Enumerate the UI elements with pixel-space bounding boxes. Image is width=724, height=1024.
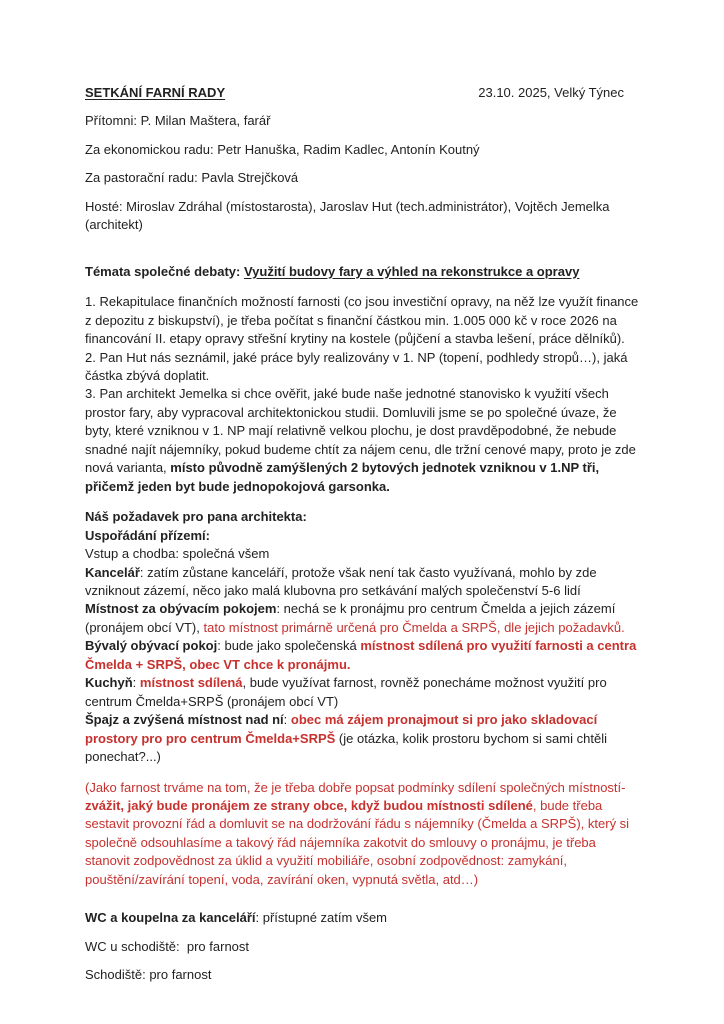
room-pantry-raised-room — [85, 711, 640, 766]
ground-floor-layout-heading — [85, 527, 640, 545]
room-staircase — [85, 966, 640, 984]
text-run: Vstup a chodba: společná všem — [85, 546, 270, 562]
parish-note-shared-rooms — [85, 779, 640, 890]
text-run: : — [132, 675, 140, 691]
attendees-priest — [85, 112, 640, 130]
document-header — [85, 84, 640, 102]
text-run: místnost sdílená pro využití farnosti a centra Čmelda + SRPŠ, obec VT chce k pronájmu. — [85, 638, 640, 672]
text-run: Využití budovy fary a výhled na rekonstrukce a opravy — [243, 263, 580, 279]
text-run: Hosté: Miroslav Zdráhal (místostarosta), Jaroslav Hut (tech.administrátor), Vojtěch Jemelka (architekt) — [85, 198, 614, 233]
item-2-completed-works — [85, 349, 640, 386]
text-run: 2. Pan Hut nás seznámil, jaké práce byly realizovány v 1. NP (topení, podhledy stropů…), jaká částka zbývá doplatit. — [85, 349, 632, 383]
text-run: : nechá se k pronájmu pro centrum Čmelda a jejich zázemí (pronájem obcí VT), — [85, 601, 619, 635]
document-title: SETKÁNÍ FARNÍ RADY — [85, 85, 226, 100]
document-body — [85, 112, 640, 984]
attendees-economic-council — [85, 141, 640, 159]
item-3-architect-study — [85, 385, 640, 496]
text-run: Náš požadavek pro pana architekta: — [85, 509, 307, 525]
room-former-living-room — [85, 637, 640, 674]
room-behind-living-room — [85, 600, 640, 637]
text-run: Bývalý obývací pokoj — [85, 638, 218, 654]
text-run: WC u schodiště: pro farnost — [85, 938, 250, 954]
attendees-pastoral-council — [85, 169, 640, 187]
item-1-finances — [85, 293, 640, 348]
room-office — [85, 564, 640, 601]
text-run: Uspořádání přízemí: — [85, 527, 210, 543]
text-run: místnost sdílená — [139, 675, 243, 691]
text-run: Témata společné debaty: — [85, 263, 244, 279]
text-run: 3. Pan architekt Jemelka si chce ověřit, jaké bude naše jednotné stanovisko k využití všech prostor fary, aby vypracoval architektonickou studii. Domluvili jsme se po společné úvaze, že byty, které vzniknou v 1. NP mají relativně velkou plochu, je dost pravděpodobné, že nebude snadné najít nájemníky, pokud budeme chtít za nájem cenu, dle tržní cenové mapy, proto je zde nová varianta, — [85, 386, 640, 476]
text-run: : bude jako společenská — [217, 638, 361, 654]
text-run: Za ekonomickou radu: Petr Hanuška, Radim Kadlec, Antonín Koutný — [85, 141, 480, 157]
text-run: (Jako farnost trváme na tom, že je třeba dobře popsat podmínky sdílení společných místností- — [85, 779, 630, 795]
text-run: Kuchyň — [85, 675, 133, 691]
text-run: místo původně zamýšlených 2 bytových jednotek vzniknou v 1.NP tři, přičemž jeden byt bude jednopokojová garsonka. — [85, 460, 603, 494]
text-run: Za pastorační radu: Pavla Strejčková — [85, 170, 299, 186]
document-date-location: 23.10. 2025, Velký Týnec — [478, 85, 624, 100]
text-run: zvážit, jaký bude pronájem ze strany obce, když budou místnosti sdílené — [85, 797, 533, 813]
text-run: , bude využívat farnost, rovněž ponecháme možnost využití pro centrum Čmelda+SRPŠ (pronájem obcí VT) — [85, 675, 611, 709]
text-run: Schodiště: pro farnost — [85, 967, 212, 983]
text-run: Kancelář — [85, 564, 140, 580]
room-entrance-corridor — [85, 545, 640, 563]
room-kitchen — [85, 674, 640, 711]
text-run: Místnost za obývacím pokojem — [85, 601, 277, 617]
room-wc-bathroom-behind-office — [85, 909, 640, 927]
text-run: obec má zájem pronajmout si pro jako skladovací prostory pro pro centrum Čmelda+SRPŠ — [85, 712, 601, 746]
text-run: 1. Rekapitulace finančních možností farnosti (co jsou investiční opravy, na něž lze využít finance z depozitu z biskupství), je třeba počítat s finanční částkou min. 1.005 000 kč v roce 2026 na financování II. etapy opravy střešní krytiny na kostele (půjčení a stavba lešení, práce dělníků). — [85, 294, 642, 347]
text-run: : zatím zůstane kanceláří, protože však není tak často využívaná, mohlo by zde vzniknout zázemí, něco jako malá klubovna pro setkávání malých společenství 5-6 lidí — [85, 564, 601, 598]
text-run: , bude třeba sestavit provozní řád a domluvit se na dodržování řádu s nájemníky (Čmelda a SRPŠ), který si společně odsouhlasíme a takový řád nájemníka zakotvit do smlouvy o pronájmu, je třeba stanovit zodpovědnost za úklid a využití mobiliáře, osobní zodpovědnost: zamykání, pouštění/zavírání topení, voda, zavírání oken, vypnutá světla, atd…) — [85, 797, 633, 887]
attendees-guests — [85, 198, 640, 235]
text-run: (je otázka, kolik prostoru bychom si sami chtěli ponechat?...) — [85, 730, 611, 765]
room-wc-staircase — [85, 938, 640, 956]
text-run: WC a koupelna za kanceláří — [85, 910, 256, 926]
architect-request-heading — [85, 508, 640, 526]
text-run: : — [283, 712, 291, 728]
debate-topics-heading — [85, 263, 640, 281]
text-run: : přístupné zatím všem — [255, 910, 388, 926]
text-run: tato místnost primárně určená pro Čmelda a SRPŠ, dle jejich požadavků. — [203, 619, 625, 635]
text-run: Přítomni: P. Milan Maštera, farář — [85, 113, 271, 129]
text-run: Špajz a zvýšená místnost nad ní — [85, 712, 284, 728]
